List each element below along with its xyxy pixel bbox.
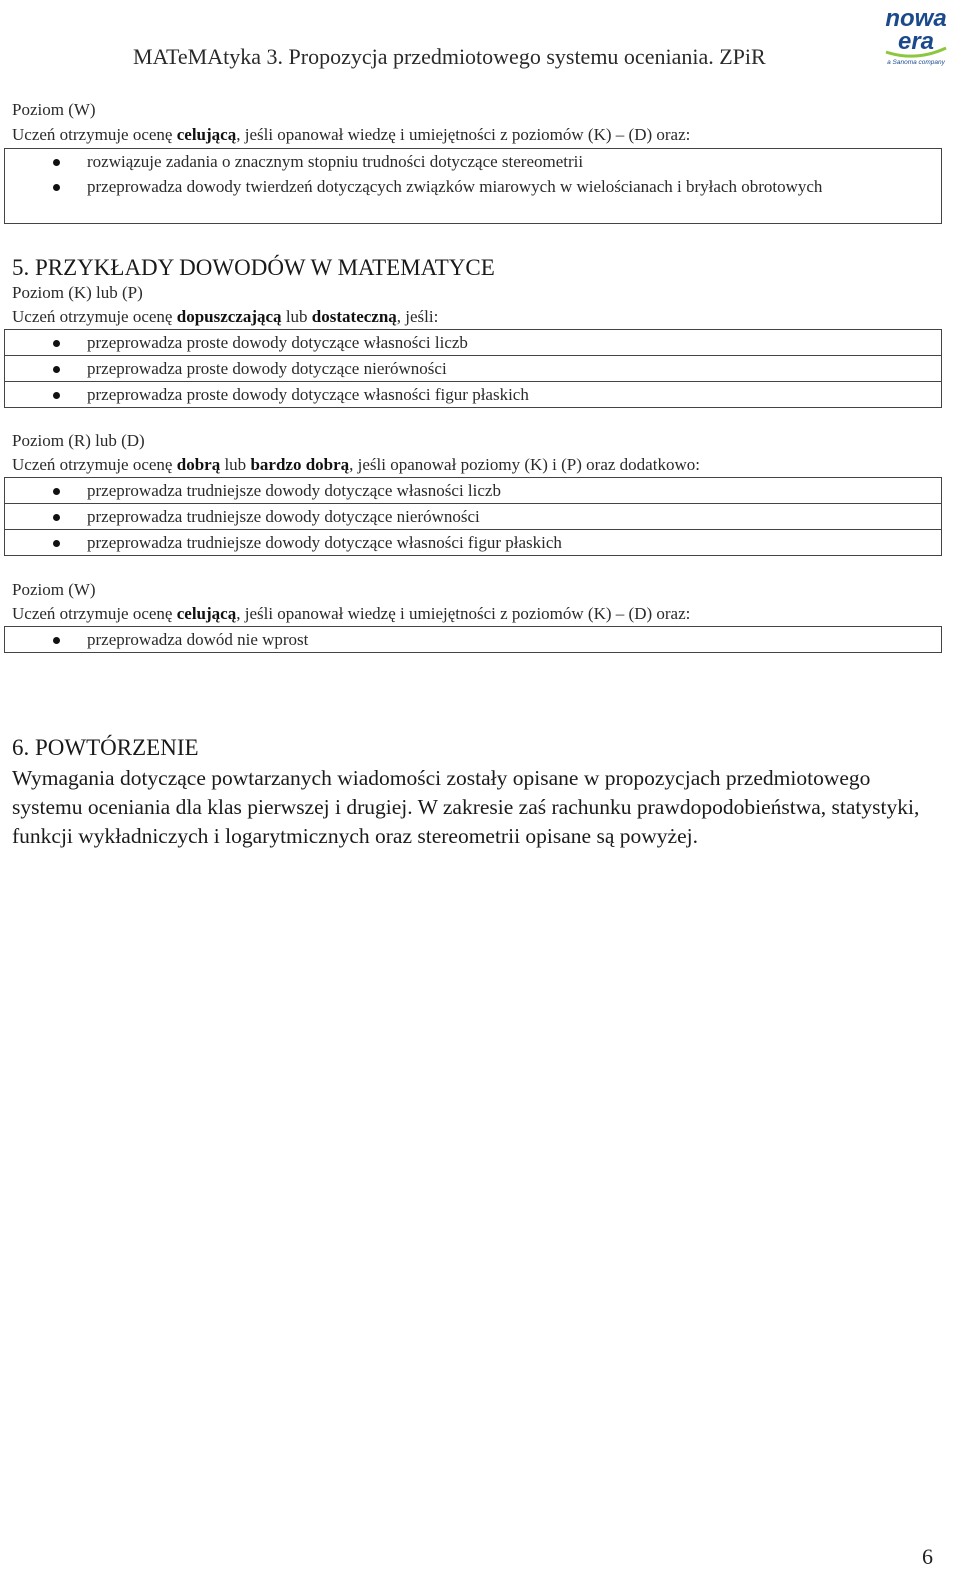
section-6-paragraph: Wymagania dotyczące powtarzanych wiadomości zostały opisane w propozycjach przedmiotowego systemu oceniania dla klas pierwszej i drugiej. W zakresie zaś rachunku prawdopodobieństwa, statystyki, funkcji wykładniczych i logarytmicznych oraz stereometrii opisane są powyżej. — [12, 766, 920, 848]
section-5-title: 5. PRZYKŁADY DOWODÓW W MATEMATYCE — [12, 255, 495, 280]
bullet-icon — [53, 540, 60, 547]
list-item: przeprowadza dowód nie wprost — [5, 627, 941, 652]
criteria-box-kp — [4, 329, 942, 408]
criteria-box-rd — [4, 477, 942, 556]
document-header-title: MATeMAtyka 3. Propozycja przedmiotowego systemu oceniania. ZPiR — [133, 44, 766, 69]
criteria-box-w-top — [4, 148, 942, 224]
bullet-icon — [53, 392, 60, 399]
list-item: przeprowadza proste dowody dotyczące nierówności — [5, 356, 941, 382]
list-item: przeprowadza proste dowody dotyczące własności liczb — [5, 330, 941, 356]
bullet-icon — [53, 366, 60, 373]
page-number: 6 — [922, 1544, 933, 1569]
list-item: przeprowadza dowody twierdzeń dotyczących związków miarowych w wielościanach i bryłach obrotowych — [5, 174, 907, 199]
level-label-rd: Poziom (R) lub (D) — [12, 431, 145, 450]
nowa-era-logo — [876, 2, 956, 68]
bullet-icon — [53, 159, 60, 166]
bullet-icon — [53, 637, 60, 644]
level-intro-kp: Uczeń otrzymuje ocenę dopuszczającą lub dostateczną, jeśli: — [12, 307, 439, 326]
logo-tagline: a Sanoma company — [887, 59, 945, 66]
level-label-w: Poziom (W) — [12, 580, 96, 599]
list-item: przeprowadza proste dowody dotyczące własności figur płaskich — [5, 382, 941, 407]
section-6-title: 6. POWTÓRZENIE — [12, 735, 199, 760]
list-item: przeprowadza trudniejsze dowody dotyczące nierówności — [5, 504, 941, 530]
criteria-box-w — [4, 626, 942, 653]
list-item: przeprowadza trudniejsze dowody dotyczące własności liczb — [5, 478, 941, 504]
bullet-icon — [53, 488, 60, 495]
logo-line2: era — [897, 28, 935, 55]
level-intro-rd: Uczeń otrzymuje ocenę dobrą lub bardzo dobrą, jeśli opanował poziomy (K) i (P) oraz dodatkowo: — [12, 455, 700, 474]
bullet-icon — [53, 514, 60, 521]
list-item: przeprowadza trudniejsze dowody dotyczące własności figur płaskich — [5, 530, 941, 555]
bullet-icon — [53, 340, 60, 347]
list-item: rozwiązuje zadania o znacznym stopniu trudności dotyczące stereometrii — [5, 149, 941, 174]
level-intro-w: Uczeń otrzymuje ocenę celującą, jeśli opanował wiedzę i umiejętności z poziomów (K) – (D) oraz: — [12, 604, 691, 623]
bullet-icon — [53, 184, 60, 191]
level-intro-w-top: Uczeń otrzymuje ocenę celującą, jeśli opanował wiedzę i umiejętności z poziomów (K) – (D) oraz: — [12, 125, 691, 144]
logo-line1: nowa — [885, 5, 947, 32]
level-label-w-top: Poziom (W) — [12, 100, 96, 119]
level-label-kp: Poziom (K) lub (P) — [12, 283, 143, 302]
